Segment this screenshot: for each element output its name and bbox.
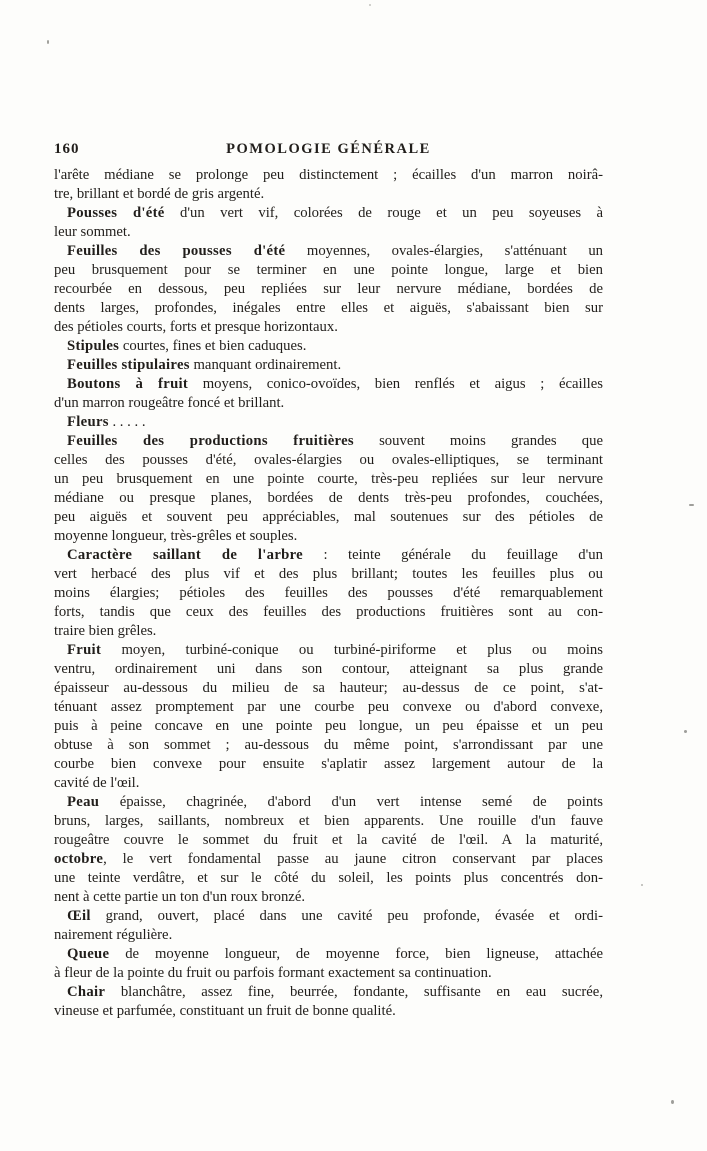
paragraph [54, 432, 603, 546]
text-line [54, 1002, 603, 1021]
paragraph [54, 166, 603, 204]
text-segment: manquant ordinairement. [189, 357, 342, 373]
text-segment: peu aiguës et souvent peu appréciables, mal soutenues sur des pétioles de [54, 509, 603, 525]
scan-speck [671, 1100, 674, 1104]
paragraph [54, 375, 603, 413]
text-segment: dents larges, profondes, inégales entre elles et aiguës, s'abaissant bien sur [54, 300, 603, 316]
text-line [54, 945, 603, 964]
paragraph [54, 641, 603, 793]
text-line [54, 641, 603, 660]
text-segment: épaisse, chagrinée, d'abord d'un vert intense semé de points [99, 794, 603, 810]
text-line [54, 508, 603, 527]
text-line [54, 603, 603, 622]
bold-term: Feuilles des productions fruitières [67, 433, 354, 449]
text-segment: souvent moins grandes que [353, 433, 603, 449]
text-line [54, 337, 603, 356]
text-line [54, 622, 603, 641]
text-line [54, 755, 603, 774]
bold-term: Queue [67, 946, 110, 962]
text-segment: nent à cette partie un ton d'un roux bronzé. [54, 889, 306, 905]
text-line [54, 166, 603, 185]
text-line [54, 375, 603, 394]
paragraph [54, 242, 603, 337]
paragraph [54, 356, 603, 375]
bold-term: Stipules [67, 338, 120, 354]
bold-term: Feuilles des pousses d'été [67, 243, 286, 259]
text-segment: recourbée en dessous, peu repliées sur leur nervure médiane, bordées de [54, 281, 603, 297]
text-segment: médiane ou presque planes, bordées de dents très-peu profondes, couchées, [54, 490, 603, 506]
text-line [54, 299, 603, 318]
text-line [54, 888, 603, 907]
page-number: 160 [54, 141, 80, 157]
paragraph [54, 907, 603, 945]
text-line [54, 489, 603, 508]
text-segment: l'arête médiane se prolonge peu distinctement ; écailles d'un marron noirâ- [54, 167, 603, 183]
paragraph [54, 204, 603, 242]
text-line [54, 318, 603, 337]
text-segment: tre, brillant et bordé de gris argenté. [54, 186, 265, 202]
text-segment: moyenne longueur, très-grêles et souples. [54, 528, 298, 544]
text-segment: moyennes, ovales-élargies, s'atténuant un [285, 243, 604, 259]
text-line [54, 584, 603, 603]
text-line [54, 907, 603, 926]
text-segment: traire bien grêles. [54, 623, 157, 639]
text-segment: leur sommet. [54, 224, 131, 240]
text-line [54, 660, 603, 679]
text-segment: blanchâtre, assez fine, beurrée, fondante, suffisante en eau sucrée, [105, 984, 603, 1000]
text-segment: courbe bien convexe pour ensuite s'aplatir assez largement autour de la [54, 756, 603, 772]
text-line [54, 527, 603, 546]
text-line [54, 185, 603, 204]
text-line [54, 470, 603, 489]
text-line [54, 983, 603, 1002]
text-line [54, 432, 603, 451]
text-line [54, 565, 603, 584]
bold-term: Fleurs [67, 414, 109, 430]
text-segment: à fleur de la pointe du fruit ou parfois formant exactement sa continuation. [54, 965, 492, 981]
bold-term: Boutons à fruit [67, 376, 189, 392]
text-segment: courtes, fines et bien caduques. [119, 338, 307, 354]
text-line [54, 204, 603, 223]
text-line [54, 679, 603, 698]
paragraph [54, 413, 603, 432]
text-line [54, 850, 603, 869]
text-segment: moins élargies; pétioles des feuilles des pousses d'été remarquablement [54, 585, 603, 601]
bold-term: Peau [67, 794, 100, 810]
text-line [54, 546, 603, 565]
text-segment: celles des pousses d'été, ovales-élargies ou ovales-elliptiques, se terminant [54, 452, 603, 468]
text-line [54, 698, 603, 717]
scan-speck [47, 40, 49, 44]
text-line [54, 242, 603, 261]
bold-term: Fruit [67, 642, 102, 658]
text-line [54, 394, 603, 413]
bold-term: Pousses d'été [67, 205, 165, 221]
text-line [54, 774, 603, 793]
text-line [54, 869, 603, 888]
text-segment: grand, ouvert, placé dans une cavité peu profonde, évasée et ordi- [90, 908, 603, 924]
text-segment: nairement régulière. [54, 927, 173, 943]
text-line [54, 793, 603, 812]
text-segment: vert herbacé des plus vif et des plus brillant; toutes les feuilles plus ou [54, 566, 603, 582]
text-segment: moyens, conico-ovoïdes, bien renflés et aigus ; écailles [188, 376, 603, 392]
text-line [54, 717, 603, 736]
text-line [54, 261, 603, 280]
text-line [54, 223, 603, 242]
text-segment: de moyenne longueur, de moyenne force, bien ligneuse, attachée [109, 946, 603, 962]
bold-term: Feuilles stipulaires [67, 357, 190, 373]
paragraph [54, 983, 603, 1021]
scan-speck [684, 730, 687, 733]
text-segment: puis à peine concave en une pointe peu longue, un peu épaisse et un peu [54, 718, 603, 734]
text-line [54, 451, 603, 470]
text-segment: obtuse à son sommet ; au-dessous du même point, s'arrondissant par une [54, 737, 603, 753]
text-segment: un peu brusquement en une pointe courte, très-peu repliées sur leur nervure [54, 471, 603, 487]
text-segment: d'un marron rougeâtre foncé et brillant. [54, 395, 285, 411]
bold-term: Caractère saillant de l'arbre [67, 547, 303, 563]
text-segment: une teinte verdâtre, et sur le côté du soleil, les points plus concentrés don- [54, 870, 603, 886]
text-line [54, 964, 603, 983]
text-segment: . . . . . [108, 414, 146, 430]
paragraph [54, 337, 603, 356]
text-segment: , le vert fondamental passe au jaune citron conservant par places [103, 851, 603, 867]
text-segment: rougeâtre couvre le sommet du fruit et la cavité de l'œil. A la maturité, [54, 832, 603, 848]
bold-term: octobre [54, 851, 104, 867]
text-segment: moyen, turbiné-conique ou turbiné-piriforme et plus ou moins [101, 642, 603, 658]
text-segment: des pétioles courts, forts et presque horizontaux. [54, 319, 338, 335]
text-line [54, 812, 603, 831]
text-line [54, 413, 603, 432]
text-block [54, 166, 603, 1021]
text-segment: cavité de l'œil. [54, 775, 140, 791]
text-line [54, 280, 603, 299]
text-segment: vineuse et parfumée, constituant un fruit de bonne qualité. [54, 1003, 396, 1019]
text-segment: épaisseur au-dessous du milieu de sa hauteur; au-dessus de ce point, s'at- [54, 680, 603, 696]
page-header [54, 141, 603, 161]
text-segment: forts, tandis que ceux des feuilles des productions fruitières sont au con- [54, 604, 603, 620]
scan-speck [369, 4, 371, 6]
scan-speck [641, 884, 643, 886]
text-segment: ventru, ordinairement uni dans son contour, atteignant sa plus grande [54, 661, 603, 677]
text-line [54, 736, 603, 755]
scan-speck [689, 504, 694, 506]
text-segment: : teinte générale du feuillage d'un [302, 547, 603, 563]
text-line [54, 831, 603, 850]
text-line [54, 926, 603, 945]
text-segment: bruns, larges, saillants, nombreux et bien apparents. Une rouille d'un fauve [54, 813, 603, 829]
text-line [54, 356, 603, 375]
text-segment: peu brusquement pour se terminer en une pointe longue, large et bien [54, 262, 603, 278]
paragraph [54, 793, 603, 907]
text-segment: d'un vert vif, colorées de rouge et un peu soyeuses à [164, 205, 604, 221]
running-title: POMOLOGIE GÉNÉRALE [226, 141, 431, 157]
bold-term: Chair [67, 984, 106, 1000]
paragraph [54, 945, 603, 983]
text-segment: ténuant assez promptement par une courbe peu convexe ou d'abord convexe, [54, 699, 603, 715]
paragraph [54, 546, 603, 641]
bold-term: Œil [67, 908, 91, 924]
